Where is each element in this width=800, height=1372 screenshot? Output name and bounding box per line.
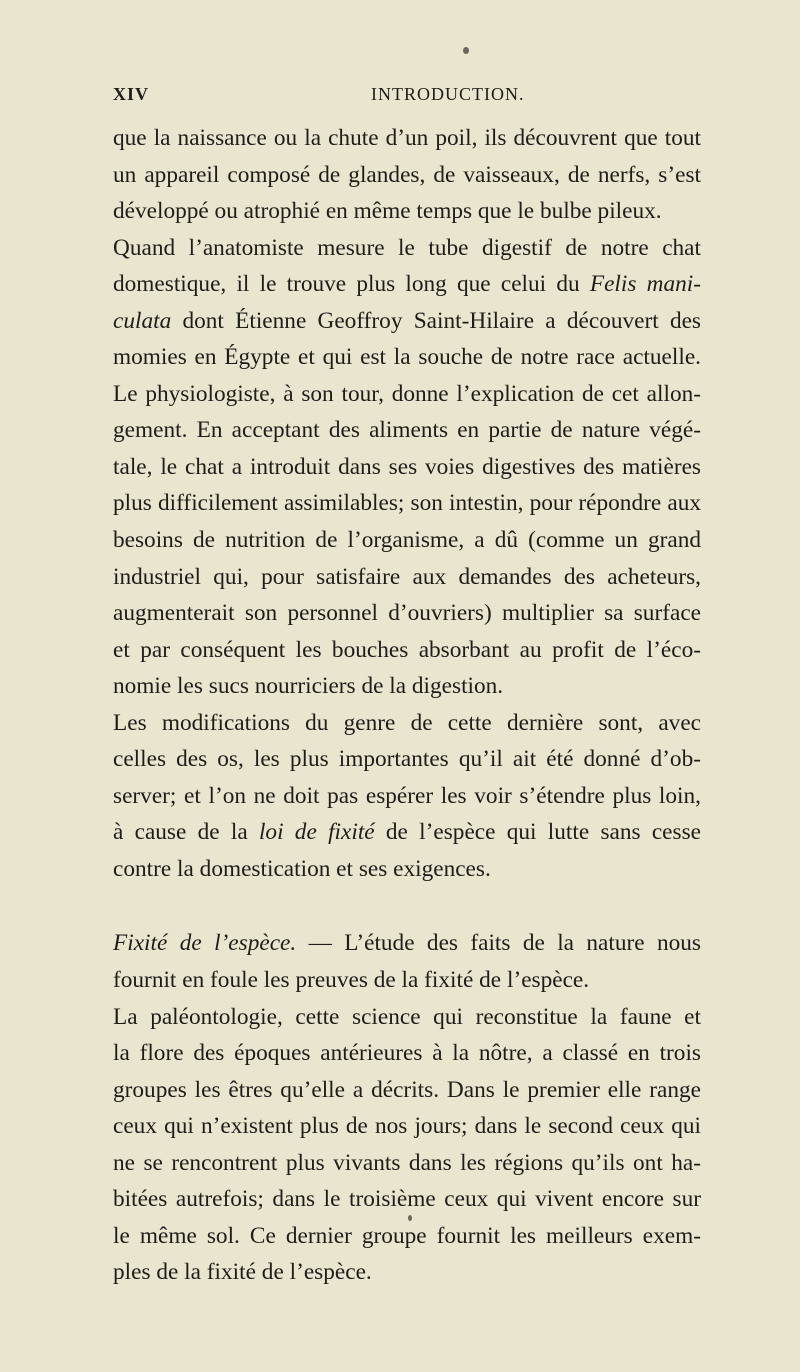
italic-text: culata <box>113 307 172 334</box>
text-line: à cause de la loi de fixité de l’espèce qui lutte sans cesse <box>113 819 701 846</box>
text-line: développé ou atrophié en même temps que le bulbe pileux. <box>113 198 662 225</box>
running-header <box>113 84 698 110</box>
text-line: groupes les êtres qu’elle a décrits. Dans le premier elle range <box>113 1076 701 1103</box>
text-line: besoins de nutrition de l’organisme, a dû (comme un grand <box>113 527 701 554</box>
body-text <box>113 120 701 1291</box>
text-line: que la naissance ou la chute d’un poil, ils découvrent que tout <box>113 125 701 151</box>
page-number: XIV <box>113 84 150 104</box>
text-line: Le physiologiste, à son tour, donne l’explication de cet allon- <box>113 380 701 407</box>
text-line: le même sol. Ce dernier groupe fournit les meilleurs exem- <box>113 1222 701 1249</box>
text-line: un appareil composé de glandes, de vaisseaux, de nerfs, s’est <box>113 161 701 188</box>
section-heading-line: Fixité de l’espèce. — L’étude des faits de la nature nous <box>113 930 701 957</box>
italic-text: Fixité de l’espèce. <box>113 930 297 957</box>
text-line: ceux qui n’existent plus de nos jours; dans le second ceux qui <box>113 1113 701 1140</box>
text-line: La paléontologie, cette science qui reconstitue la faune et <box>113 1003 701 1030</box>
text-line: celles des os, les plus importantes qu’il ait été donné d’ob- <box>113 746 701 773</box>
text-line: tale, le chat a introduit dans ses voies digestives des matières <box>113 453 701 480</box>
text-line: plus difficilement assimilables; son intestin, pour répondre aux <box>113 490 701 517</box>
text-line: gement. En acceptant des aliments en partie de nature végé- <box>113 417 701 444</box>
text-line: contre la domestication et ses exigences. <box>113 855 491 882</box>
text-line: augmenterait son personnel d’ouvriers) multiplier sa surface <box>113 600 701 627</box>
text-line: Les modifications du genre de cette dernière sont, avec <box>113 709 701 736</box>
text-line: et par conséquent les bouches absorbant au profit de l’éco- <box>113 636 701 663</box>
italic-text: Felis mani- <box>589 271 702 298</box>
text-line: fournit en foule les preuves de la fixité de l’espèce. <box>113 967 590 994</box>
text-line: domestique, il le trouve plus long que celui du Felis mani- <box>113 271 702 298</box>
text-line: Quand l’anatomiste mesure le tube digestif de notre chat <box>113 234 701 261</box>
section-gap <box>113 887 701 925</box>
italic-text: loi de fixité <box>258 819 375 846</box>
text-line: industriel qui, pour satisfaire aux demandes des acheteurs, <box>113 563 701 590</box>
text-line: ples de la fixité de l’espèce. <box>113 1259 372 1286</box>
text-line: momies en Égypte et qui est la souche de notre race actuelle. <box>113 344 701 371</box>
ink-speck <box>463 47 469 54</box>
text-line: server; et l’on ne doit pas espérer les voir s’étendre plus loin, <box>113 782 701 809</box>
text-line: ne se rencontrent plus vivants dans les régions qu’ils ont ha- <box>113 1149 701 1176</box>
text-line: culata dont Étienne Geoffroy Saint-Hilaire a découvert des <box>113 307 701 334</box>
text-line: nomie les sucs nourriciers de la digestion. <box>113 673 504 700</box>
text-line: la flore des époques antérieures à la nôtre, a classé en trois <box>113 1040 701 1067</box>
running-title: INTRODUCTION. <box>371 84 525 104</box>
text-line: bitées autrefois; dans le troisième ceux qui vivent encore sur <box>113 1186 701 1213</box>
